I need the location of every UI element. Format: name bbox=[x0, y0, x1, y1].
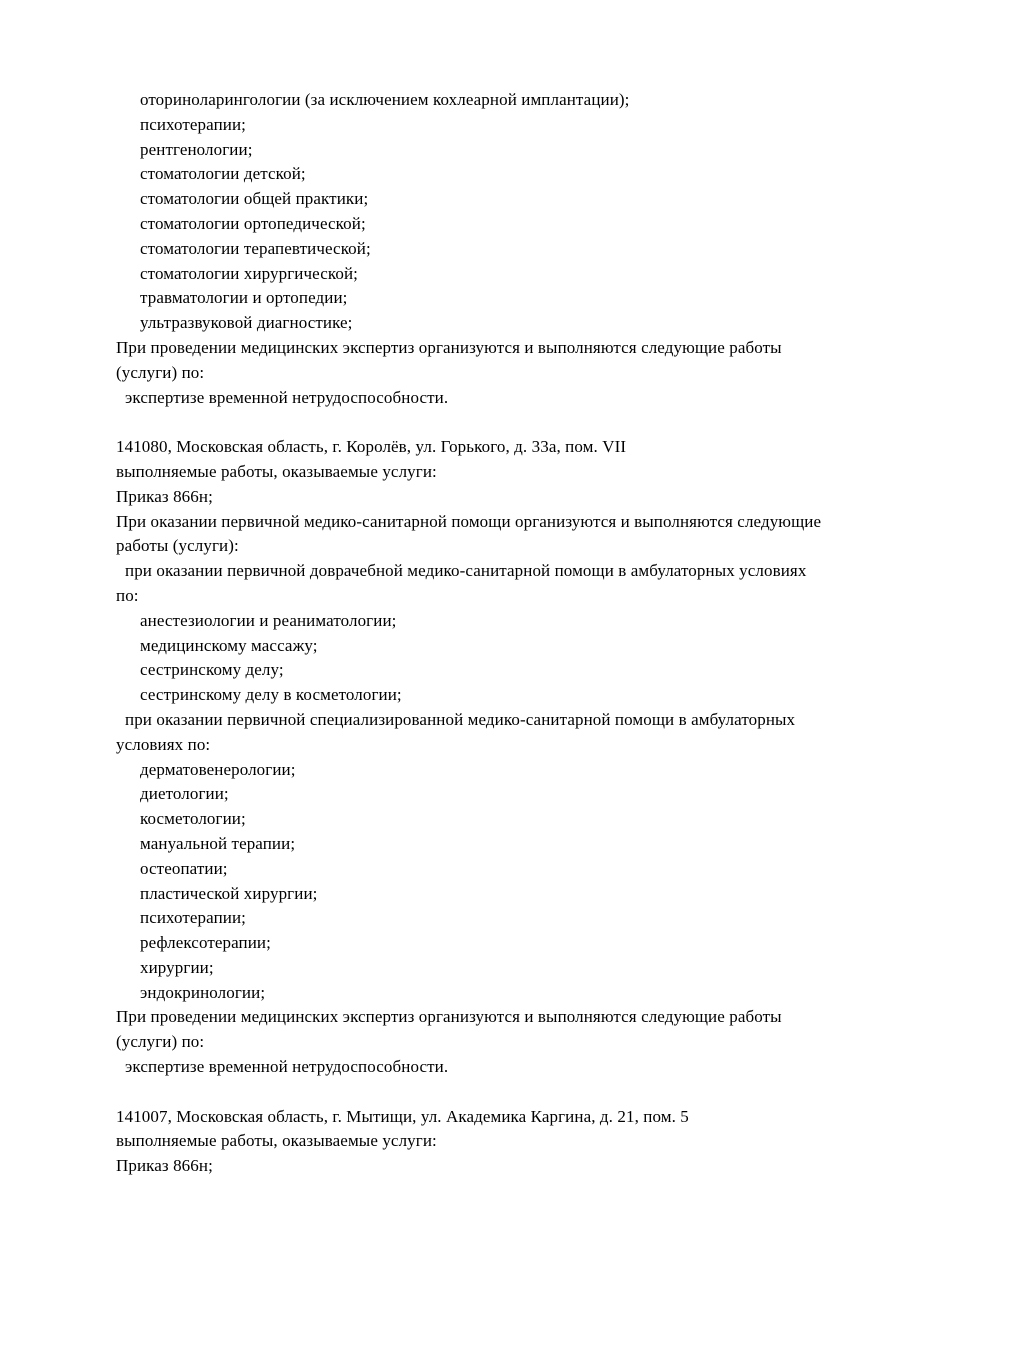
text-line: ультразвуковой диагностике; bbox=[140, 313, 353, 333]
text-line: (услуги) по: bbox=[116, 362, 205, 382]
text-line: травматологии и ортопедии; bbox=[140, 288, 348, 308]
text-line: сестринскому делу в косметологии; bbox=[140, 685, 402, 705]
text-line: стоматологии детской; bbox=[140, 164, 306, 184]
text-line: 141007, Московская область, г. Мытищи, ул. Академика Каргина, д. 21, пом. 5 bbox=[116, 1106, 689, 1126]
text-line: Приказ 866н; bbox=[116, 1156, 213, 1176]
text-line: анестезиологии и реаниматологии; bbox=[140, 610, 397, 630]
text-line: стоматологии ортопедической; bbox=[140, 213, 366, 233]
text-line: хирургии; bbox=[140, 957, 214, 977]
text-line: 141080, Московская область, г. Королёв, ул. Горького, д. 33а, пом. VII bbox=[116, 437, 627, 457]
text-line: стоматологии общей практики; bbox=[140, 189, 369, 209]
text-line: рефлексотерапии; bbox=[140, 933, 271, 953]
text-line: экспертизе временной нетрудоспособности. bbox=[125, 387, 449, 407]
text-line: выполняемые работы, оказываемые услуги: bbox=[116, 461, 437, 481]
text-line: экспертизе временной нетрудоспособности. bbox=[125, 1057, 449, 1077]
text-line: остеопатии; bbox=[140, 858, 228, 878]
text-line: Приказ 866н; bbox=[116, 486, 213, 506]
text-line: медицинскому массажу; bbox=[140, 635, 318, 655]
text-line: условиях по: bbox=[116, 734, 211, 754]
text-line: психотерапии; bbox=[140, 114, 246, 134]
text-line: выполняемые работы, оказываемые услуги: bbox=[116, 1131, 437, 1151]
text-line: диетологии; bbox=[140, 784, 229, 804]
text-line: При проведении медицинских экспертиз организуются и выполняются следующие работы bbox=[116, 1007, 782, 1027]
blank-line bbox=[116, 410, 986, 435]
blank-line bbox=[116, 1080, 986, 1105]
text-line: оториноларингологии (за исключением кохлеарной имплантации); bbox=[140, 90, 630, 109]
text-line: по: bbox=[116, 585, 139, 605]
text-line: косметологии; bbox=[140, 809, 246, 829]
text-line: (услуги) по: bbox=[116, 1032, 205, 1052]
text-line: пластической хирургии; bbox=[140, 883, 318, 903]
text-line: дерматовенерологии; bbox=[140, 759, 296, 779]
text-line: При проведении медицинских экспертиз организуются и выполняются следующие работы bbox=[116, 337, 782, 357]
text-line: рентгенологии; bbox=[140, 139, 253, 159]
text-line: при оказании первичной специализированной медико-санитарной помощи в амбулаторных bbox=[125, 709, 796, 729]
text-line: мануальной терапии; bbox=[140, 833, 296, 853]
text-line: психотерапии; bbox=[140, 908, 246, 928]
text-line: При оказании первичной медико-санитарной помощи организуются и выполняются следующие bbox=[116, 511, 822, 531]
text-line: стоматологии хирургической; bbox=[140, 263, 358, 283]
text-line: сестринскому делу; bbox=[140, 660, 284, 680]
text-line: при оказании первичной доврачебной медико-санитарной помощи в амбулаторных условиях bbox=[125, 561, 807, 581]
text-line: стоматологии терапевтической; bbox=[140, 238, 371, 258]
text-line: эндокринологии; bbox=[140, 982, 266, 1002]
document-body bbox=[116, 88, 986, 1179]
text-line: работы (услуги): bbox=[116, 536, 239, 556]
